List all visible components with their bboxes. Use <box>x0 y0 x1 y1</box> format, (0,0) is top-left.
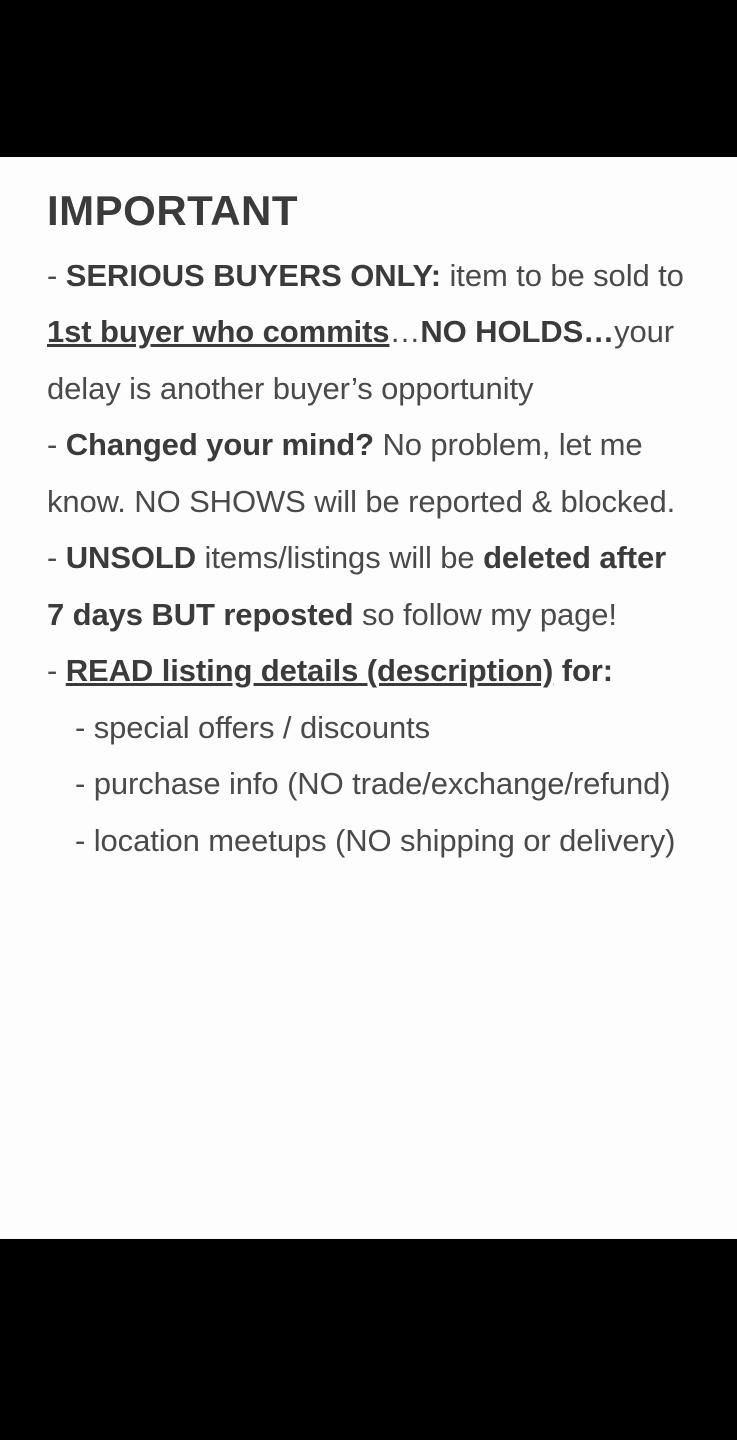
rule-3-text: items/listings will be <box>196 540 484 575</box>
sub-item-location-meetups: - location meetups (NO shipping or delivery) <box>75 822 676 858</box>
rule-changed-your-mind <box>47 417 691 530</box>
rule-1-no-holds: NO HOLDS… <box>420 314 615 349</box>
rule-3-dash: - <box>47 540 66 575</box>
rule-3-label: UNSOLD <box>65 540 197 575</box>
sub-item-purchase-info: - purchase info (NO trade/exchange/refund) <box>75 766 671 801</box>
page-title: IMPORTANT <box>47 187 299 234</box>
list-item <box>47 700 691 757</box>
rule-1-ellipsis: … <box>389 314 421 349</box>
notice-card <box>0 157 737 1239</box>
rule-1-closing: your delay is another buyer’s opportunity <box>47 314 674 406</box>
letterbox-top-bar <box>0 0 737 157</box>
rule-4-text: for: <box>553 653 613 688</box>
rule-3-closing: so follow my page! <box>353 596 617 632</box>
rule-2-text: No problem, let me know. NO SHOWS will be reported & blocked. <box>47 427 676 519</box>
rule-1-emphasis: 1st buyer who commits <box>47 314 390 349</box>
notice-body <box>47 248 691 870</box>
rule-2-label: Changed your mind? <box>65 427 374 462</box>
rule-unsold-items <box>47 530 691 643</box>
rule-1-text: item to be sold to <box>441 257 684 293</box>
rule-1-dash: - <box>47 257 66 293</box>
rule-serious-buyers <box>47 248 691 418</box>
rule-1-label: SERIOUS BUYERS ONLY: <box>65 257 441 293</box>
rule-3-emphasis: deleted after 7 days BUT reposted <box>47 540 667 632</box>
list-item <box>47 813 691 870</box>
rule-2-dash: - <box>47 427 66 462</box>
sub-item-special-offers: - special offers / discounts <box>75 709 431 745</box>
rule-read-listing-details <box>47 643 691 700</box>
rule-4-dash: - <box>47 653 66 688</box>
letterbox-bottom-bar <box>0 1239 737 1440</box>
list-item <box>47 756 691 813</box>
rule-4-emphasis: READ listing details (description) <box>65 653 554 688</box>
